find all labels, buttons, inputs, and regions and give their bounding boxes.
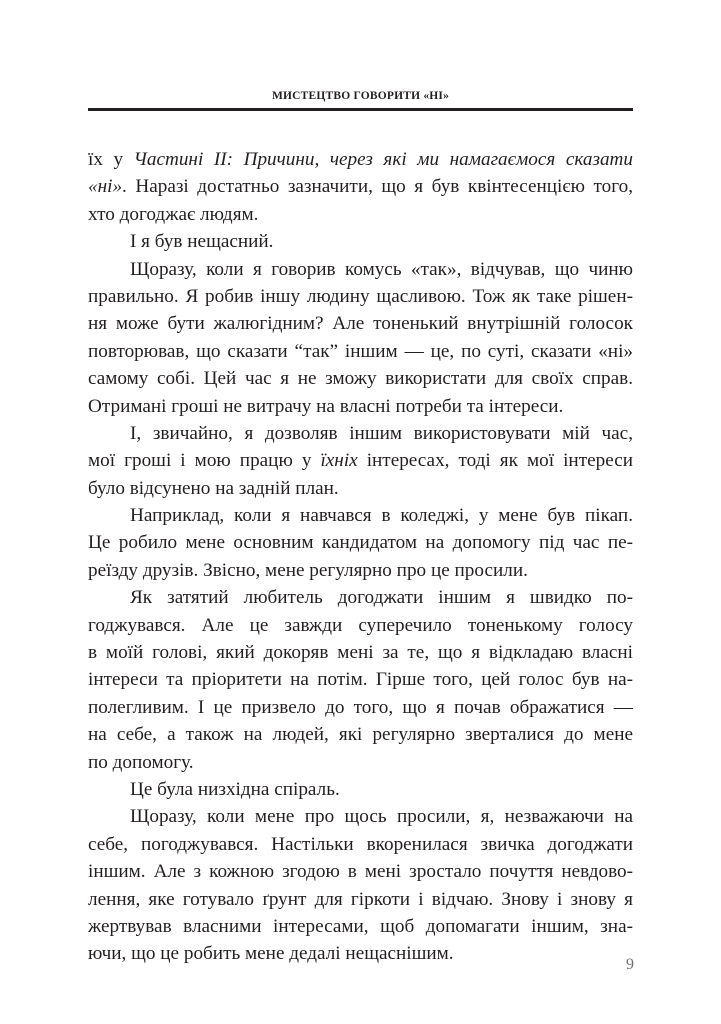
body-text bbox=[88, 146, 633, 968]
text-line bbox=[88, 447, 633, 474]
text-line: І я був нещасний. bbox=[130, 231, 274, 253]
text-line: лення, яке готувало ґрунт для гіркоти і відчаю. Знову і знову я bbox=[88, 888, 633, 910]
text-line: було відсунено на задній план. bbox=[88, 477, 339, 499]
text-run: . Наразі достатньо зазначити, що я був квінтесенцією того, bbox=[122, 176, 633, 198]
italic-reference: Частині II: Причини, через які ми намагаємося сказати bbox=[133, 149, 633, 170]
text-line: годжувався. Але це завжди суперечило тоненькому голосу bbox=[88, 614, 633, 636]
text-line: ня може бути жалюгідним? Але тоненький внутрішній голосок bbox=[88, 313, 633, 335]
text-line: повторював, що сказати “так” іншим — це, по суті, сказати «ні» bbox=[88, 340, 633, 362]
text-line: Це була низхідна спіраль. bbox=[130, 778, 340, 800]
running-header: МИСТЕЦТВО ГОВОРИТИ «НІ» bbox=[271, 90, 450, 102]
text-line: Отримані гроші не витрачу на власні потреби та інтереси. bbox=[88, 395, 564, 417]
text-line: реїзду друзів. Звісно, мене регулярно про це просили. bbox=[88, 559, 528, 581]
text-line: хто догоджає людям. bbox=[88, 203, 259, 225]
text-line: в моїй голові, який докоряв мені за те, що я відкладаю власні bbox=[88, 642, 633, 664]
page-number: 9 bbox=[626, 956, 634, 973]
text-line: Щоразу, коли мене про щось просили, я, незважаючи на bbox=[130, 806, 633, 828]
text-run: мої гроші і мою працю у bbox=[88, 450, 321, 472]
text-line: Щоразу, коли я говорив комусь «так», відчував, що чиню bbox=[130, 258, 633, 280]
text-line: Наприклад, коли я навчався в коледжі, у мене був пікап. bbox=[130, 505, 633, 527]
header-rule bbox=[88, 108, 633, 111]
text-line: полегливим. І це призвело до того, що я почав ображатися — bbox=[88, 696, 633, 718]
text-line: І, звичайно, я дозволяв іншим використовувати мій час, bbox=[130, 422, 633, 444]
italic-emphasis: їхніх bbox=[320, 450, 358, 472]
text-line: іншим. Але з кожною згодою в мені зростало почуття невдово- bbox=[88, 861, 633, 883]
text-line: по допомогу. bbox=[88, 751, 194, 773]
text-line: Це робило мене основним кандидатом на допомогу під час пе- bbox=[88, 532, 633, 554]
text-run: інтересах, тоді як мої інтереси bbox=[357, 450, 633, 472]
text-line: на себе, а також на людей, які регулярно зверталися до мене bbox=[88, 724, 633, 746]
text-line: жертвував власними інтересами, щоб допомагати іншим, зна- bbox=[88, 915, 633, 937]
text-line: самому собі. Цей час я не зможу використати для своїх справ. bbox=[88, 368, 633, 390]
italic-reference: «ні» bbox=[88, 176, 123, 198]
text-line bbox=[88, 146, 633, 173]
text-run: їх у bbox=[88, 149, 134, 170]
text-line: ючи, що це робить мене дедалі нещаснішим. bbox=[88, 943, 454, 965]
text-line: інтереси та пріоритети на потім. Гірше того, цей голос був на- bbox=[88, 669, 633, 691]
text-line: правильно. Я робив іншу людину щасливою. Тож як таке рішен- bbox=[88, 285, 633, 307]
text-line: себе, погоджувався. Настільки вкоренилася звичка догоджати bbox=[88, 833, 633, 855]
text-line bbox=[88, 173, 633, 200]
text-line: Як затятий любитель догоджати іншим я швидко по- bbox=[130, 587, 633, 609]
